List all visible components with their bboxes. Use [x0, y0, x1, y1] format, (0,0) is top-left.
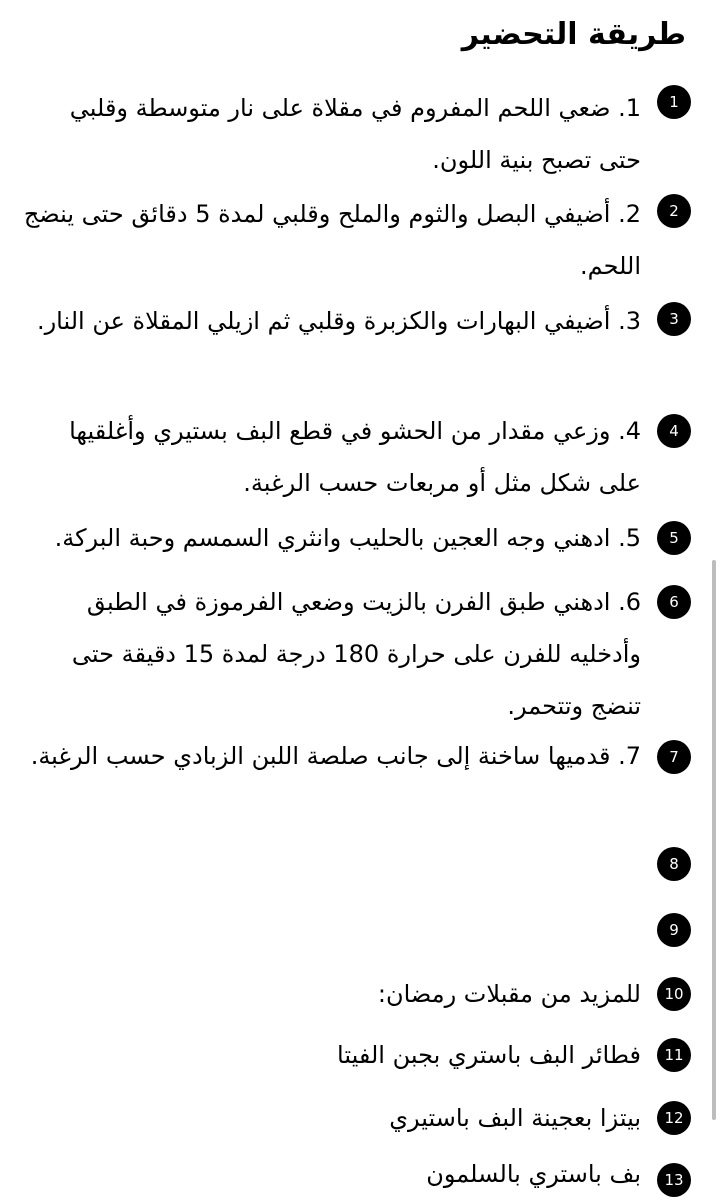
step-number-badge: 4	[657, 414, 691, 448]
step-number-badge: 3	[657, 302, 691, 336]
section-title: طريقة التحضير	[461, 17, 686, 52]
step-text: 4. وزعي مقدار من الحشو في قطع البف بستيري وأغلقيها على شكل مثل أو مربعات حسب الرغبة.	[69, 417, 641, 497]
step-number-badge: 5	[657, 521, 691, 555]
scrollbar[interactable]	[712, 560, 716, 1120]
step-number-badge: 6	[657, 585, 691, 619]
step-number-badge: 11	[657, 1038, 691, 1072]
step-number-badge: 7	[657, 740, 691, 774]
step-text: 3. أضيفي البهارات والكزبرة وقلبي ثم ازيلي المقلاة عن النار.	[36, 307, 641, 335]
step-number-badge: 2	[657, 194, 691, 228]
step-text: 5. ادهني وجه العجين بالحليب وانثري السمسم وحبة البركة.	[54, 524, 641, 552]
step-number-badge: 9	[657, 913, 691, 947]
step-number-badge: 12	[657, 1101, 691, 1135]
step-text: 1. ضعي اللحم المفروم في مقلاة على نار متوسطة وقلبي حتى تصبح بنية اللون.	[69, 94, 641, 174]
step-text: 2. أضيفي البصل والثوم والملح وقلبي لمدة 5 دقائق حتى ينضج اللحم.	[23, 200, 641, 280]
step-text: فطائر البف باستري بجبن الفيتا	[337, 1041, 641, 1069]
step-text: 7. قدميها ساخنة إلى جانب صلصة اللبن الزبادي حسب الرغبة.	[30, 742, 641, 770]
step-number-badge: 1	[657, 85, 691, 119]
step-text: بيتزا بعجينة البف باستيري	[389, 1104, 641, 1132]
step-number-badge: 8	[657, 847, 691, 881]
step-text: 6. ادهني طبق الفرن بالزيت وضعي الفرموزة في الطبق وأدخليه للفرن على حرارة 180 درجة لمدة 15 دقيقة حتى تنضج وتتحمر.	[71, 588, 641, 720]
step-text: بف باستري بالسلمون	[426, 1160, 641, 1188]
step-text: للمزيد من مقبلات رمضان:	[377, 980, 641, 1008]
step-number-badge: 13	[657, 1163, 691, 1197]
step-number-badge: 10	[657, 977, 691, 1011]
